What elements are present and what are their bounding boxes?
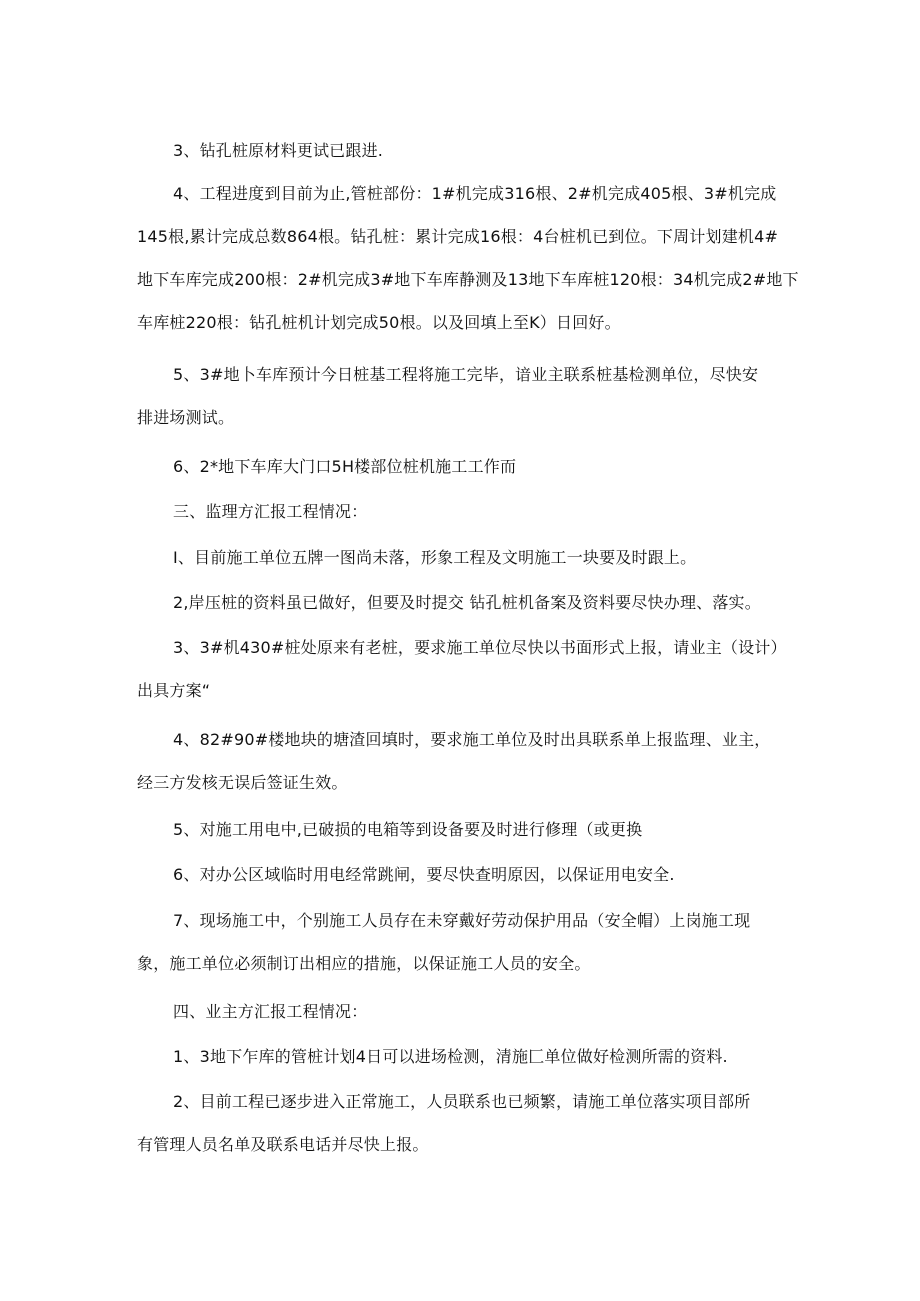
paragraph-line: 2,岸压桩的资料虽已做好，但要及时提交 钻孔桩机备案及资料要尽快办理、落实。 (173, 593, 761, 612)
paragraph-line: I、目前施工单位五牌一图尚未落，形象工程及文明施工一块要及时跟上。 (173, 548, 697, 567)
paragraph-line: 地下车库完成200根：2#机完成3#地下车库静测及13地下车库桩120根：34机完成2#地下 (137, 270, 799, 289)
paragraph-line: 5、对施工用电中,已破损的电箱等到设备要及时进行修理（或更换 (173, 820, 643, 839)
paragraph-line: 3、钻孔桩原材料更试已跟进. (173, 141, 384, 160)
paragraph-line: 2、目前工程已逐步进入正常施工，人员联系也已频繁，请施工单位落实项目部所 (173, 1092, 751, 1111)
paragraph-line: 象，施工单位必须制订出相应的措施，以保证施工人员的安全。 (137, 954, 591, 973)
paragraph-line: 6、对办公区域临时用电经常跳闸，要尽快查明原因，以保证用电安全. (173, 865, 675, 884)
paragraph-line: 5、3#地卜车库预计今日桩基工程将施工完毕，谙业主联系桩基检测单位，尽快安 (173, 365, 759, 384)
section-heading: 三、监理方汇报工程情况： (173, 502, 368, 521)
paragraph-line: 1、3地下乍库的管桩计划4日可以进场检测，清施匚单位做好检测所需的资料. (173, 1047, 728, 1066)
paragraph-line: 4、工程进度到目前为止,管桩部份：1#机完成316根、2#机完成405根、3#机完成 (173, 184, 777, 203)
paragraph-line: 排进场测试。 (137, 408, 235, 427)
section-heading: 四、业主方汇报工程情况： (173, 1002, 368, 1021)
paragraph-line: 6、2*地下车库大门口5H楼部位桩机施工工作而 (173, 457, 517, 476)
paragraph-line: 145根,累计完成总数864根。钻孔桩：累计完成16根：4台桩机已到位。下周计划建机4# (137, 227, 779, 246)
paragraph-line: 出具方案“ (137, 681, 211, 700)
paragraph-line: 7、现场施工中，个别施工人员存在未穿戴好劳动保护用品（安全帽）上岗施工现 (173, 911, 751, 930)
paragraph-line: 车库桩220根：钻孔桩机计划完成50根。以及回填上至K）日回好。 (137, 313, 621, 332)
paragraph-line: 3、3#机430#桩处原来有老桩，要求施工单位尽快以书面形式上报，请业主（设计） (173, 638, 787, 657)
paragraph-line: 4、82#90#楼地块的塘渣回填时，要求施工单位及时出具联系单上报监理、业主， (173, 730, 771, 749)
paragraph-line: 经三方发核无误后签证生效。 (137, 773, 348, 792)
paragraph-line: 有管理人员名单及联系电话并尽快上报。 (137, 1135, 429, 1154)
